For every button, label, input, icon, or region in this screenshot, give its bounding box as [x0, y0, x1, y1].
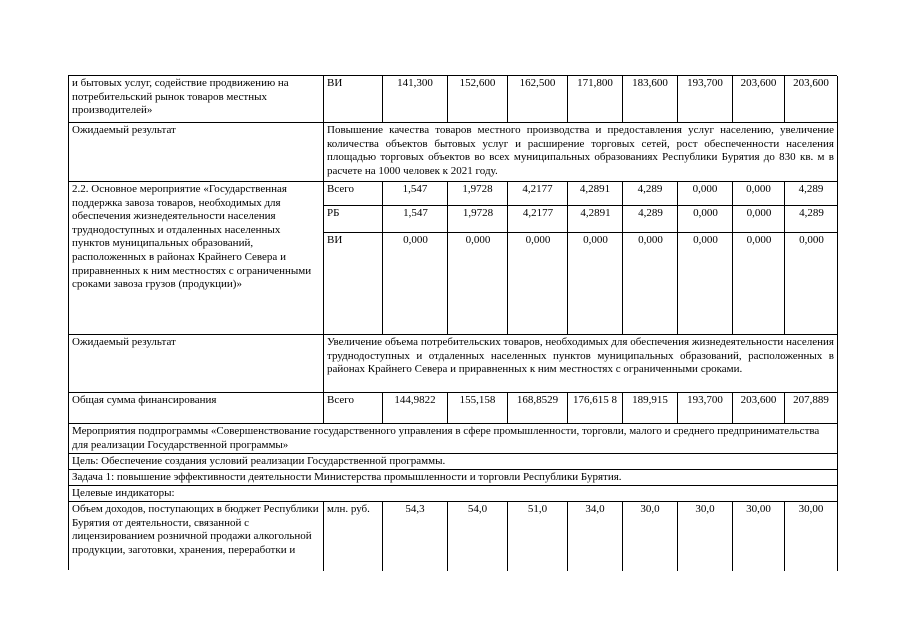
value-cell: 0,000 [678, 182, 733, 334]
value-cell: 54,3 [383, 502, 448, 571]
value-cell: 183,600 [623, 76, 678, 122]
table-row [69, 424, 838, 454]
value-cell: 144,9822 [383, 393, 448, 423]
table-row [69, 486, 838, 502]
value-cell: 207,889 [785, 393, 838, 423]
table-row [69, 76, 838, 123]
value-cell: 4,289 [785, 182, 838, 334]
goal-text: Цель: Обеспечение создания условий реализации Государственной программы. [69, 454, 838, 469]
indicators-heading: Целевые индикаторы: [69, 486, 838, 501]
value-cell: 30,00 [785, 502, 838, 571]
value-cell: 0,000 [403, 234, 428, 246]
table-row [69, 470, 838, 486]
value-cell: 162,500 [508, 76, 568, 122]
value-cell: 4,289 [623, 182, 678, 334]
row-label: Объем доходов, поступающих в бюджет Республики Бурятия от деятельности, связанной с лицензированием розничной продажи алкогольной продукции, заготовки, хранения, переработки и [69, 502, 324, 571]
value-cell: 193,700 [678, 393, 733, 423]
funding-source: Всего [324, 393, 383, 423]
value-cell: 189,915 [623, 393, 678, 423]
task-text: Задача 1: повышение эффективности деятельности Министерства промышленности и торговли Республики Бурятия. [69, 470, 838, 485]
table-row [69, 182, 838, 335]
value-cell: 0,000 [638, 234, 663, 246]
value-cell: 51,0 [508, 502, 568, 571]
value-cell: 30,0 [623, 502, 678, 571]
budget-table [68, 75, 837, 570]
value-cell: 1,9728 [462, 207, 494, 219]
value-cell: 34,0 [568, 502, 623, 571]
value-cell: 0,000 [583, 234, 608, 246]
funding-source: ВИ [327, 234, 343, 246]
value-cell: 171,800 [568, 76, 623, 122]
value-cell: 141,300 [383, 76, 448, 122]
funding-source: Всего [324, 182, 383, 334]
value-cell: 1,9728 [448, 182, 508, 334]
value-cell: 0,000 [746, 207, 772, 219]
subprogram-heading: Мероприятия подпрограммы «Совершенствование государственного управления в сфере промышленности, торговли, малого и среднего предпринимательства для реализации Государственной программы» [69, 424, 838, 453]
table-row [69, 335, 838, 393]
value-cell: 193,700 [678, 76, 733, 122]
value-cell: 0,000 [746, 234, 772, 246]
funding-source: ВИ [324, 76, 383, 122]
value-cell: 4,2891 [580, 207, 611, 219]
expected-result-text: Повышение качества товаров местного производства и предоставления услуг населению, увеличение количества объектов бытовых услуг и расширение торговых сетей, рост обеспеченности населения площадью торговых объектов во всех муниципальных образованиях Республики Бурятия до 830 кв. м в расчете на 1000 человек к 2021 году. [324, 123, 838, 181]
value-cell: 203,600 [733, 393, 785, 423]
value-cell: 0,000 [693, 207, 718, 219]
value-cell: 0,000 [733, 182, 785, 334]
row-label: Общая сумма финансирования [69, 393, 324, 423]
value-cell: 0,000 [799, 234, 824, 246]
value-cell: 203,600 [733, 76, 785, 122]
value-cell: 4,2891 [568, 182, 623, 334]
row-label: и бытовых услуг, содействие продвижению на потребительский рынок товаров местных производителей» [69, 76, 324, 122]
row-label: Ожидаемый результат [69, 123, 324, 181]
table-row [69, 502, 838, 571]
value-cell: 0,000 [693, 234, 718, 246]
value-cell: 0,000 [465, 234, 491, 246]
value-cell: 30,0 [678, 502, 733, 571]
table-row [69, 123, 838, 182]
value-cell: 30,00 [733, 502, 785, 571]
table-row [69, 454, 838, 470]
row-label: Ожидаемый результат [69, 335, 324, 392]
value-cell: 155,158 [448, 393, 508, 423]
table-row [69, 393, 838, 424]
value-cell: 4,289 [638, 207, 663, 219]
value-cell: 4,2177 [522, 207, 554, 219]
value-cell: 168,8529 [508, 393, 568, 423]
row-label: 2.2. Основное мероприятие «Государственная поддержка завоза товаров, необходимых для обеспечения жизнедеятельности населения труднодоступных и отдаленных населенных пунктов муниципальных образований, расположенных в районах Крайнего Севера и приравненных к ним местностях с ограниченными сроками завоза грузов (продукции)» [69, 182, 324, 334]
value-cell: 1,547 [383, 182, 448, 334]
unit-cell: млн. руб. [324, 502, 383, 571]
value-cell: 1,547 [403, 207, 428, 219]
value-cell: 152,600 [448, 76, 508, 122]
value-cell: 203,600 [785, 76, 838, 122]
value-cell: 54,0 [448, 502, 508, 571]
value-cell: 0,000 [525, 234, 551, 246]
funding-source: РБ [327, 207, 340, 219]
expected-result-text: Увеличение объема потребительских товаров, необходимых для обеспечения жизнедеятельности населения труднодоступных и отдаленных населенных пунктов муниципальных образований, расположенных в районах Крайнего Севера и приравненных к ним местностях с ограниченными сроками. [324, 335, 838, 392]
value-cell: 4,289 [799, 207, 824, 219]
value-cell: 4,2177 [508, 182, 568, 334]
value-cell: 176,615 8 [568, 393, 623, 423]
